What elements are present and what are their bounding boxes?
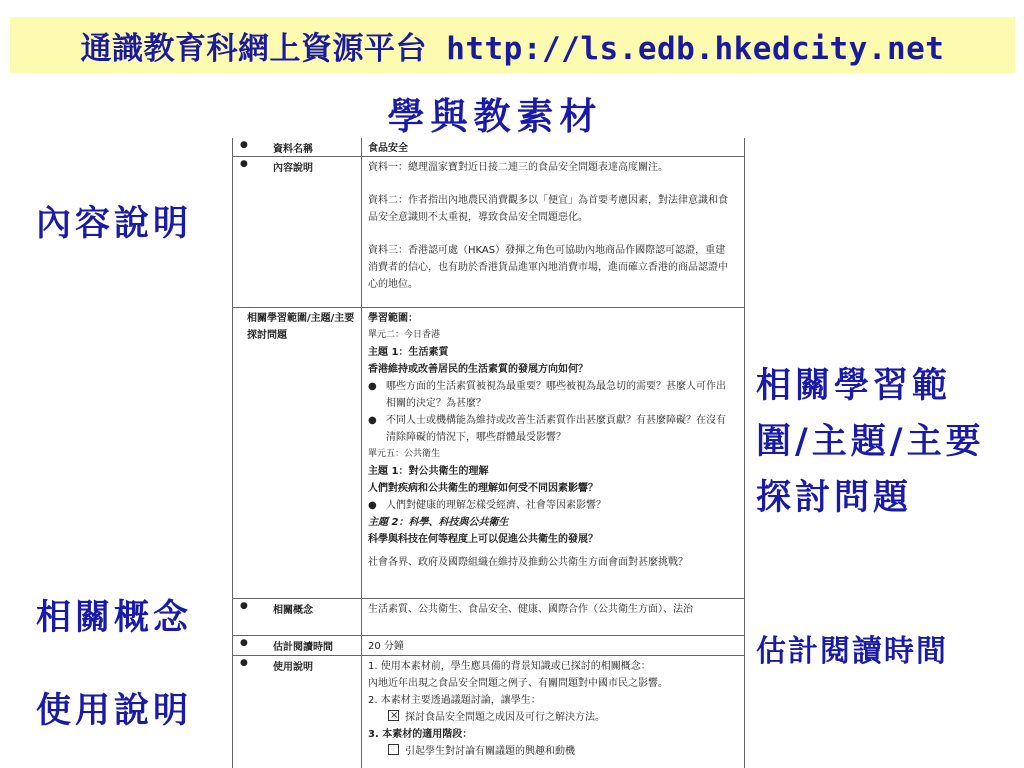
desc-paragraph-1: 資料一：總理溫家寶對近日接二連三的食品安全問題表達高度關注。: [368, 162, 668, 173]
row-usage: [233, 656, 744, 768]
scope-question-1: 香港維持或改善居民的生活素質的發展方向如何？: [368, 364, 588, 375]
scope-unit-2: 單元二：今日香港: [368, 330, 441, 340]
checkbox-label: 引起學生對討論有關議題的興趣和動機: [405, 746, 575, 757]
usage-item-1: 1. 使用本素材前，學生應具備的背景知識或已探討的相關概念：: [368, 661, 651, 672]
scope-bullet-1: [364, 378, 734, 412]
bullet-icon: ●: [368, 500, 377, 511]
page-title: 學與教素材: [387, 94, 603, 138]
usage-item-3: 3. 本素材的適用階段：: [368, 729, 473, 740]
scope-bullet-text: 人們對健康的理解怎樣受經濟、社會等因素影響？: [386, 500, 606, 511]
row-label: 估計閱讀時間: [273, 642, 333, 653]
scope-paragraph: 社會各界、政府及國際組織在維持及推動公共衛生方面會面對甚麼挑戰？: [368, 557, 688, 568]
desc-paragraph-2: 資料二：作者指出內地農民消費觀多以「便宜」為首要考慮因素，對法律意識和食品安全意識則不太重視，導致食品安全問題惡化。: [368, 195, 728, 223]
bullet-icon: ●: [368, 381, 377, 392]
bullet-icon: ●: [240, 140, 248, 150]
usage-checkbox-row-2: [364, 743, 734, 760]
site-banner: 通識教育科網上資源平台 http://ls.edb.hkedcity.net: [10, 17, 1015, 73]
callout-related-concepts: 相關概念: [36, 597, 193, 638]
callout-usage-notes: 使用說明: [36, 690, 193, 731]
scope-bullet-5: [364, 497, 734, 514]
bullet-icon: ●: [240, 159, 248, 169]
unchecked-checkbox-icon: [388, 744, 399, 755]
checkbox-label: 探討食品安全問題之成因及可行之解決方法。: [405, 712, 605, 723]
callout-reading-time: 估計閱讀時間: [756, 634, 948, 669]
scope-theme-2: 主題 2：科學、科技與公共衛生: [368, 517, 509, 528]
bullet-icon: ●: [240, 601, 248, 611]
row-learning-scope: [233, 308, 744, 599]
usage-item-1-detail: 內地近年出現之食品安全問題之例子、有關問題對中國市民之影響。: [368, 678, 668, 689]
bullet-icon: ●: [240, 658, 248, 668]
scope-bullet-text: 不同人士或機構能為維持或改善生活素質作出甚麼貢獻？有甚麼障礙？在沒有清除障礙的情況下，哪些群體最受影響？: [386, 415, 726, 443]
bullet-icon: ●: [368, 415, 377, 426]
usage-item-2: 2. 本素材主要透過議題討論，讓學生：: [368, 695, 541, 706]
row-value: 20 分鐘: [368, 641, 404, 652]
callout-content-description: 內容說明: [36, 203, 193, 244]
bullet-icon: ●: [240, 638, 248, 648]
checked-checkbox-icon: [388, 710, 399, 721]
material-document: [232, 138, 745, 768]
row-reading-time: [233, 636, 744, 656]
row-label: 資料名稱: [273, 144, 313, 155]
scope-question-6: 科學與科技在何等程度上可以促進公共衛生的發展？: [368, 534, 598, 545]
row-value: 食品安全: [368, 143, 408, 154]
scope-question-5: 人們對疾病和公共衛生的理解如何受不同因素影響？: [368, 483, 598, 494]
scope-bullet-text: 哪些方面的生活素質被視為最重要？哪些被視為最急切的需要？甚麼人可作出相關的決定？為甚麼？: [386, 381, 726, 409]
row-label: 使用說明: [273, 662, 313, 673]
row-value: 生活素質、公共衛生、食品安全、健康、國際合作（公共衛生方面）、法治: [368, 604, 693, 615]
row-description: [233, 157, 744, 308]
row-label: 相關概念: [273, 605, 313, 616]
scope-unit-5: 單元五：公共衛生: [368, 449, 441, 459]
scope-theme-1: 主題 1：生活素質: [368, 347, 449, 358]
scope-heading: 學習範圍：: [368, 313, 418, 324]
row-concepts: [233, 599, 744, 636]
row-material-name: [233, 138, 744, 157]
row-label: 內容說明: [273, 163, 313, 174]
scope-theme-5: 主題 1：對公共衛生的理解: [368, 466, 489, 477]
callout-learning-scope: 相關學習範圍/主題/主要探討問題: [756, 365, 985, 518]
row-label: 相關學習範圍/主題/主要探討問題: [247, 313, 355, 341]
scope-bullet-2: [364, 412, 734, 446]
desc-paragraph-3: 資料三：香港認可處（HKAS）發揮之角色可協助內地商品作國際認可認證，重建消費者的信心，也有助於香港貨品進軍內地消費市場，進而確立香港的商品認證中心的地位。: [368, 245, 728, 290]
usage-checkbox-row-1: [364, 709, 734, 726]
